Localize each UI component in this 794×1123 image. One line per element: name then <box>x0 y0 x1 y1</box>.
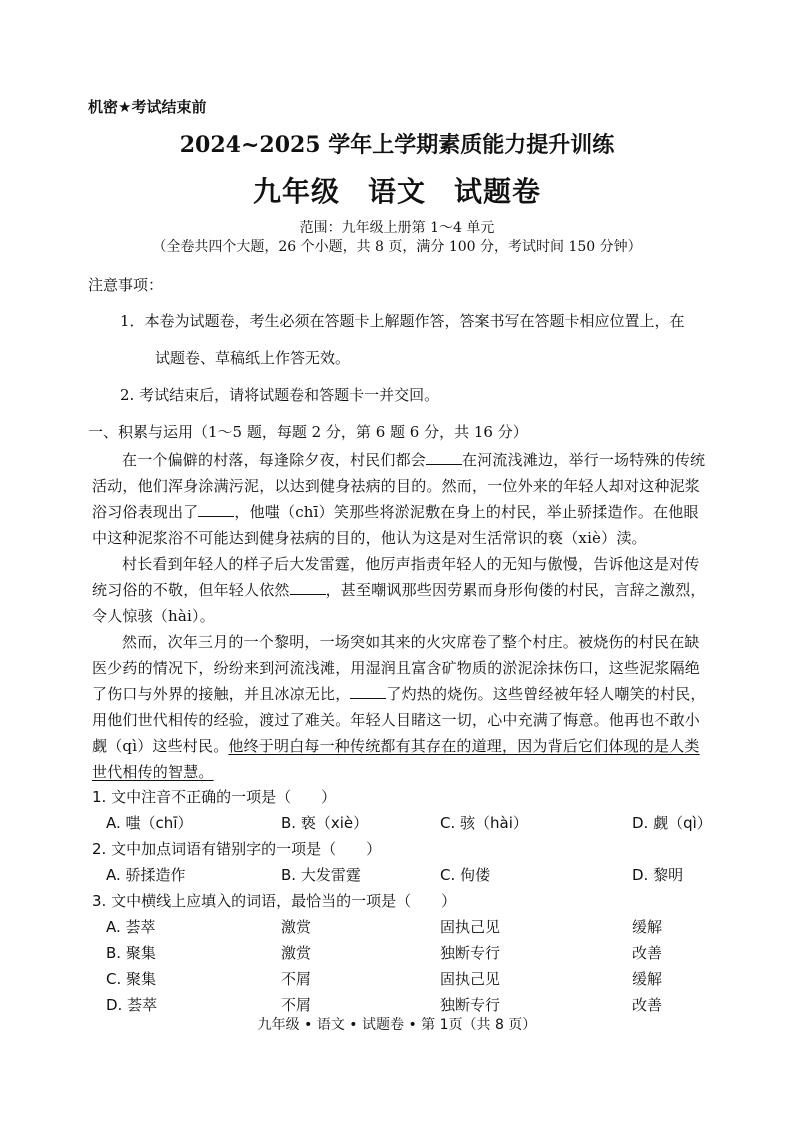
q3-option-a-word4: 缓解 <box>632 918 663 936</box>
q3-option-c-word3: 固执己见 <box>440 970 501 988</box>
passage-line: 在一个偏僻的村落，每逢除夕夜，村民们都会 在河流浅滩边，举行一场特殊的传统 <box>122 451 706 469</box>
q2-option-c: C. 佝偻 <box>440 866 491 884</box>
confidential-label: 机密★考试结束前 <box>88 98 207 116</box>
passage-line: 了伤口与外界的接触，并且冰凉无比， 了灼热的烧伤。这些曾经被年轻人嘲笑的村民， <box>92 685 706 703</box>
q1-option-d: D. 觑（qì） <box>632 814 712 832</box>
question-2: 2. 文中加点词语有错别字的一项是（ ） <box>92 840 382 858</box>
passage-line: 觑（qì）这些村民。他终于明白每一种传统都有其存在的道理，因为背后它们体现的是人类 <box>92 737 700 755</box>
q3-option-c-word1: C. 聚集 <box>106 970 157 988</box>
passage-line: 浴习俗表现出了 ，他嗤（chī）笑那些将淤泥敷在身上的村民，举止骄揉造作。在他眼 <box>92 503 699 521</box>
question-1: 1. 文中注音不正确的一项是（ ） <box>92 788 337 806</box>
passage-line: 然而，次年三月的一个黎明，一场突如其来的火灾席卷了整个村庄。被烧伤的村民在缺 <box>122 633 700 651</box>
q1-option-b: B. 亵（xiè） <box>281 814 369 832</box>
underlined-sentence-cont: 世代相传的智慧。 <box>92 763 214 781</box>
q3-option-b-word2: 激赏 <box>281 944 312 962</box>
q3-option-b-word1: B. 聚集 <box>106 944 156 962</box>
fill-blank-1 <box>426 450 462 465</box>
q1-option-c: C. 骇（hài） <box>440 814 528 832</box>
passage-line: 活动，他们浑身涂满污泥，以达到健身祛病的目的。然而，一位外来的年轻人却对这种泥浆 <box>92 477 701 495</box>
section-1-heading: 一、积累与运用（1～5 题，每题 2 分，第 6 题 6 分，共 16 分） <box>88 423 528 441</box>
page-footer: 九年级 • 语文 • 试题卷 • 第 1页（共 8 页） <box>257 1017 537 1033</box>
passage-line: 统习俗的不敬，但年轻人依然 ，甚至嘲讽那些因劳累而身形佝偻的村民，言辞之激烈， <box>92 581 706 599</box>
fill-blank-3 <box>290 580 326 595</box>
passage-line: 中这种泥浆浴不可能达到健身祛病的目的，他认为这是对生活常识的亵（xiè）渎。 <box>92 529 647 547</box>
paper-type-label: 试题卷 <box>454 175 542 208</box>
passage-line: 医少药的情况下，纷纷来到河流浅滩，用湿润且富含矿物质的淤泥涂抹伤口，这些泥浆隔绝 <box>92 659 701 677</box>
exam-scope: 范围：九年级上册第 1～4 单元 <box>299 220 495 236</box>
passage-line: 令人惊骇（hài）。 <box>92 607 215 625</box>
passage-line: 用他们世代相传的经验，渡过了难关。年轻人目睹这一切，心中充满了悔意。他再也不敢小 <box>92 711 701 729</box>
q3-option-d-word1: D. 荟萃 <box>106 996 158 1014</box>
q1-option-a: A. 嗤（chī） <box>106 814 193 832</box>
grade-label: 九年级 <box>252 175 340 208</box>
q2-option-b: B. 大发雷霆 <box>281 866 361 884</box>
subject-label: 语文 <box>367 175 426 208</box>
fill-blank-2 <box>198 502 234 517</box>
q3-option-b-word3: 独断专行 <box>440 944 501 962</box>
q2-option-a: A. 骄揉造作 <box>106 866 186 884</box>
q3-option-c-word2: 不屑 <box>281 970 312 988</box>
underlined-sentence: 他终于明白每一种传统都有其存在的道理，因为背后它们体现的是人类 <box>228 737 700 755</box>
q3-option-a-word1: A. 荟萃 <box>106 918 156 936</box>
q3-option-b-word4: 改善 <box>632 944 663 962</box>
q3-option-a-word2: 激赏 <box>281 918 312 936</box>
exam-rules: （全卷共四个大题，26 个小题，共 8 页，满分 100 分，考试时间 150 分钟） <box>152 239 642 255</box>
q3-option-d-word4: 改善 <box>632 996 663 1014</box>
notice-heading: 注意事项： <box>88 276 164 294</box>
q3-option-d-word3: 独断专行 <box>440 996 501 1014</box>
notice-item-2: 2. 考试结束后，请将试题卷和答题卡一并交回。 <box>120 386 440 404</box>
passage-line: 村长看到年轻人的样子后大发雷霆，他厉声指责年轻人的无知与傲慢，告诉他这是对传 <box>122 555 700 573</box>
notice-item-1-cont: 试题卷、草稿纸上作答无效。 <box>155 349 351 367</box>
q2-option-d: D. 黎明 <box>632 866 684 884</box>
notice-item-1: 1．本卷为试题卷，考生必须在答题卡上解题作答，答案书写在答题卡相应位置上，在 <box>120 312 685 330</box>
q3-option-d-word2: 不屑 <box>281 996 312 1014</box>
question-3: 3. 文中横线上应填入的词语，最恰当的一项是（ ） <box>92 892 457 910</box>
q3-option-a-word3: 固执己见 <box>440 918 501 936</box>
exam-subtitle <box>0 170 794 210</box>
fill-blank-4 <box>350 684 386 699</box>
exam-title: 2024~2025 学年上学期素质能力提升训练 <box>179 132 615 158</box>
q3-option-c-word4: 缓解 <box>632 970 663 988</box>
